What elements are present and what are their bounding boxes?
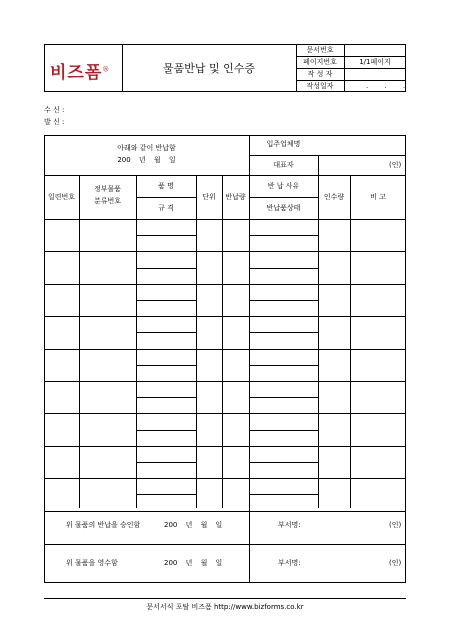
meta-label-date: 작성일자: [306, 82, 334, 90]
logo-registered-mark: ®: [102, 65, 110, 74]
row-subdivider: [136, 300, 196, 301]
meta-value-page: 1/1페이지: [359, 58, 391, 66]
row-subdivider: [249, 462, 318, 463]
col-serial-number: 일련번호: [47, 193, 76, 201]
col-return-reason: 반 납 사유: [267, 182, 300, 190]
approval-text: 위 물품의 반납을 승인함: [66, 521, 141, 529]
col-classification-1: 정부물품: [93, 185, 122, 193]
row-subdivider: [249, 397, 318, 398]
col-item-name: 품 명: [158, 182, 174, 190]
column-divider: [249, 175, 250, 508]
row-divider: [44, 316, 406, 317]
col-classification-2: 분류번호: [93, 197, 122, 205]
row-divider: [44, 413, 406, 414]
row-divider: [44, 446, 406, 447]
row-subdivider: [249, 365, 318, 366]
document-title: 물품반납 및 인수증: [162, 62, 255, 75]
approval-dept: 부서명:: [278, 521, 301, 529]
receipt-dept: 부서명:: [278, 559, 301, 567]
col-accept-qty: 인수량: [323, 193, 345, 201]
col-unit: 단위: [202, 193, 216, 201]
row-subdivider: [249, 430, 318, 431]
row-divider: [44, 219, 406, 220]
logo: [50, 58, 122, 83]
column-divider: [350, 175, 351, 508]
col-spec: 규 격: [158, 204, 174, 212]
column-divider: [79, 175, 80, 508]
row-divider: [44, 381, 406, 382]
col-remarks: 비 고: [370, 193, 386, 201]
meta-label-page: 페이지번호: [303, 58, 337, 66]
row-divider: [44, 251, 406, 252]
col-item-condition: 반납품상태: [266, 204, 301, 212]
company-name-label: 입주업체명: [266, 140, 301, 148]
approval-date: 200 년 월 일: [164, 521, 223, 529]
row-subdivider: [249, 268, 318, 269]
row-subdivider: [136, 397, 196, 398]
row-divider: [44, 349, 406, 350]
row-subdivider: [249, 494, 318, 495]
receipt-seal: (인): [389, 559, 402, 567]
representative-seal: (인): [389, 161, 402, 169]
representative-label: 대표자: [273, 161, 294, 169]
column-divider: [136, 175, 137, 508]
col-return-qty: 반납량: [225, 193, 246, 201]
approval-seal: (인): [389, 521, 402, 529]
row-subdivider: [249, 235, 318, 236]
recipient-to: 수 신 :: [44, 106, 65, 114]
row-divider: [44, 478, 406, 479]
row-subdivider: [136, 365, 196, 366]
row-subdivider: [136, 235, 196, 236]
row-subdivider: [136, 332, 196, 333]
receipt-text: 위 물품을 영수함: [66, 559, 118, 567]
page-footer: 문서서식 포탈 비즈폼 http://www.bizforms.co.kr: [146, 603, 304, 611]
row-subdivider: [249, 332, 318, 333]
row-divider: [44, 284, 406, 285]
row-subdivider: [136, 430, 196, 431]
recipient-from: 발 신 :: [44, 118, 65, 126]
row-subdivider: [136, 462, 196, 463]
logo-text: 비즈폼: [50, 63, 103, 83]
intro-line-1: 아래와 같이 반납함: [117, 144, 176, 152]
row-subdivider: [249, 300, 318, 301]
row-subdivider: [136, 494, 196, 495]
meta-value-date: . . .: [366, 82, 413, 90]
page-footer-rule: [44, 598, 406, 599]
column-divider: [318, 175, 319, 508]
meta-label-author: 작 성 자: [307, 70, 333, 78]
column-divider: [222, 175, 223, 508]
column-divider: [196, 175, 197, 508]
row-subdivider: [136, 268, 196, 269]
meta-label-doc-number: 문서번호: [306, 46, 334, 54]
intro-line-2: 200 년 월 일: [117, 156, 176, 164]
row-divider: [44, 511, 406, 512]
receipt-date: 200 년 월 일: [164, 559, 223, 567]
